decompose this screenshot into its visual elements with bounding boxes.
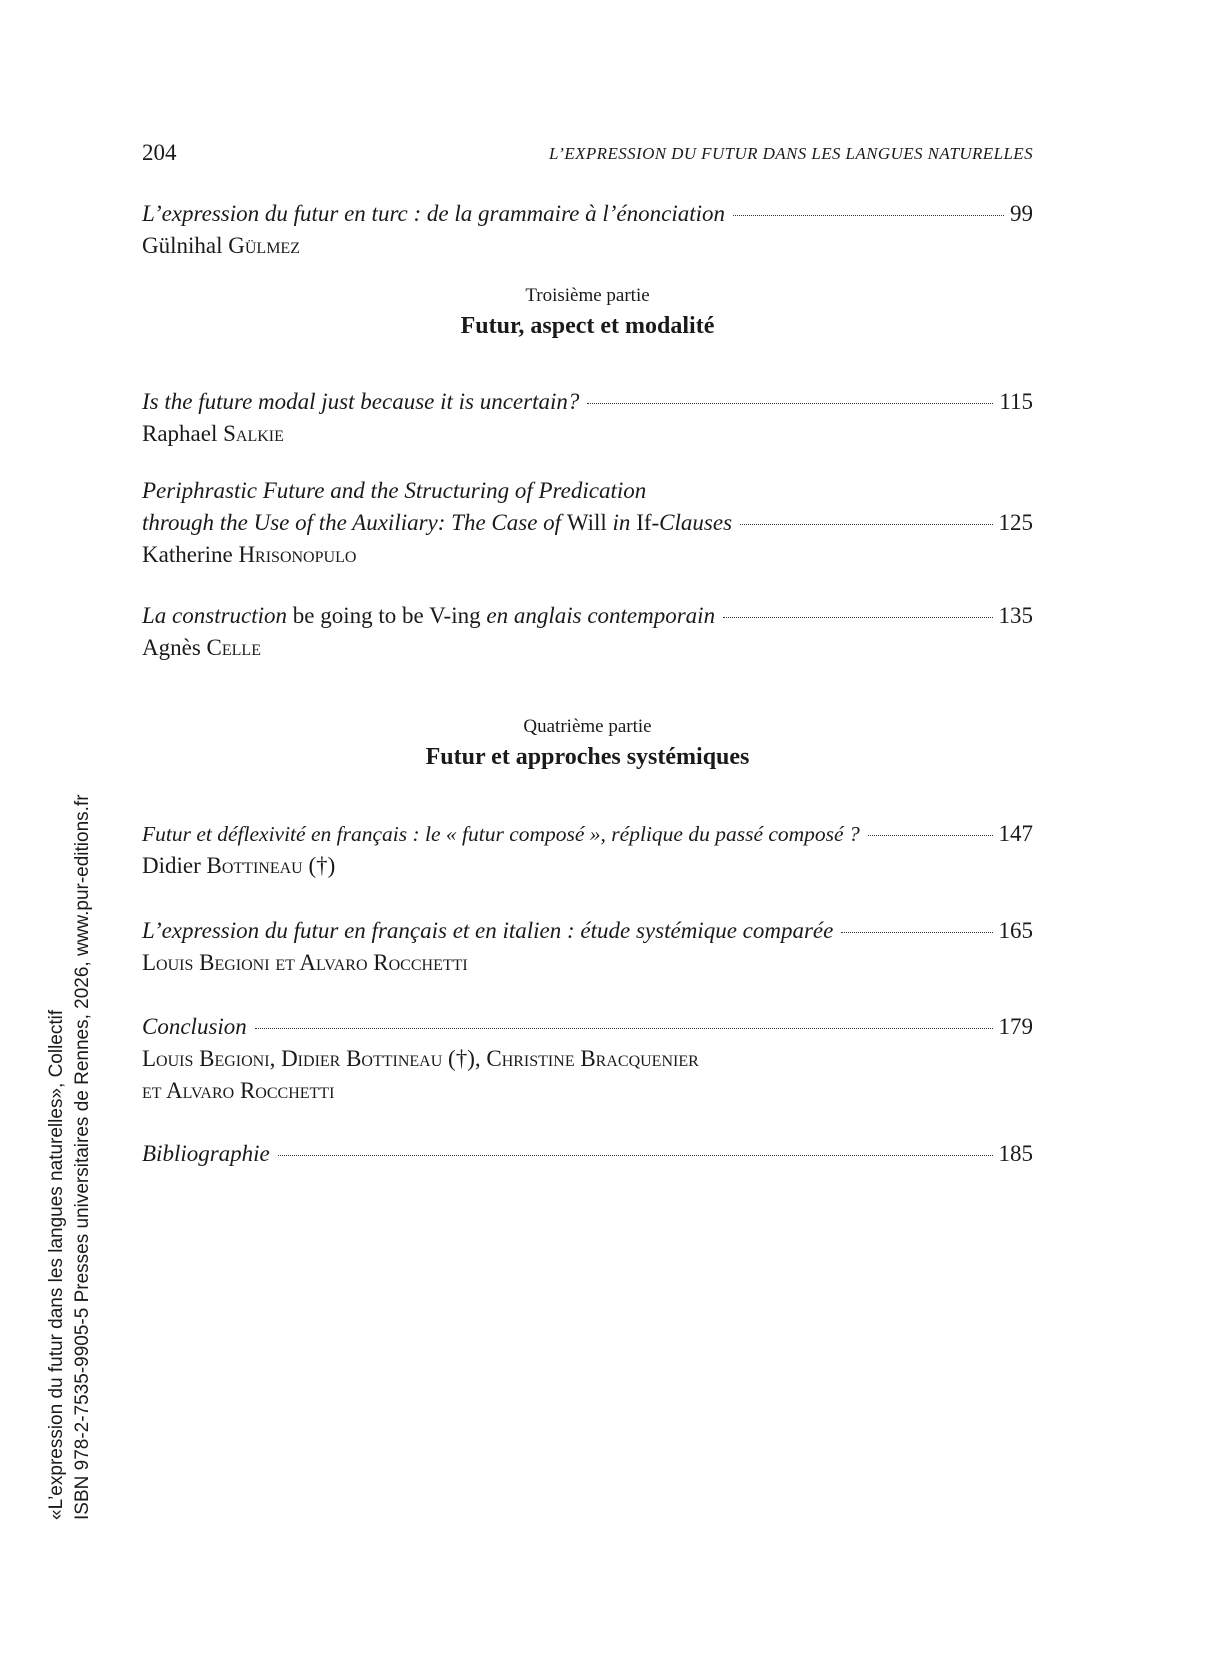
toc-page: 165 <box>998 918 1033 943</box>
toc-page: 99 <box>1010 201 1033 226</box>
toc-author: Gülnihal Gülmez <box>142 233 300 258</box>
part-label: Quatrième partie <box>523 716 652 737</box>
toc-page: 125 <box>998 510 1033 535</box>
toc-author: Louis Begioni et Alvaro Rocchetti <box>142 950 468 975</box>
toc-author: Louis Begioni, Didier Bottineau (†), Christine Bracquenier <box>142 1046 699 1071</box>
dot-leader <box>723 617 992 618</box>
copyright-sidebar <box>44 620 124 1520</box>
toc-entry <box>142 915 1033 979</box>
toc-title: Periphrastic Future and the Structuring of Predication <box>142 478 647 503</box>
toc-title: Is the future modal just because it is uncertain? <box>142 389 580 414</box>
toc-entry <box>142 386 1033 450</box>
toc-entry <box>142 1138 1033 1170</box>
toc-author: Agnès Celle <box>142 635 261 660</box>
part-heading <box>142 283 1033 343</box>
toc-title-line <box>142 600 1033 632</box>
sidebar-line: ISBN 978-2-7535-9905-5 Presses universitaires de Rennes, 2026, www.pur-editions.fr <box>72 794 93 1520</box>
page-number: 204 <box>142 140 177 165</box>
toc-entry <box>142 600 1033 664</box>
toc-title: through the Use of the Auxiliary: The Case of Will in If-Clauses <box>142 510 733 535</box>
toc-title: La construction be going to be V-ing en anglais contemporain <box>142 603 716 628</box>
toc-entry <box>142 475 1033 571</box>
toc-page: 135 <box>998 603 1033 628</box>
toc-title-line <box>142 1138 1033 1170</box>
dot-leader <box>587 403 993 404</box>
dot-leader <box>868 835 993 836</box>
toc-title-line <box>142 198 1033 230</box>
part-title: Futur, aspect et modalité <box>460 313 715 339</box>
toc-title-line <box>142 386 1033 418</box>
toc-title: L’expression du futur en français et en italien : étude systémique comparée <box>142 918 834 943</box>
toc-author: et Alvaro Rocchetti <box>142 1078 335 1103</box>
part-label: Troisième partie <box>525 285 650 306</box>
toc-title: Bibliographie <box>142 1141 270 1166</box>
toc-author: Raphael Salkie <box>142 421 284 446</box>
toc-author: Didier Bottineau (†) <box>142 853 336 878</box>
toc-page: 147 <box>998 821 1033 846</box>
toc-entry <box>142 198 1033 262</box>
toc-title-line <box>142 475 1033 507</box>
part-title: Futur et approches systémiques <box>425 744 750 770</box>
toc-title-line <box>142 915 1033 947</box>
dot-leader <box>278 1155 993 1156</box>
dot-leader <box>733 215 1004 216</box>
sidebar-line: «L’expression du futur dans les langues naturelles», Collectif <box>46 1009 67 1520</box>
toc-entry <box>142 818 1033 882</box>
running-title: L’EXPRESSION DU FUTUR DANS LES LANGUES NATURELLES <box>549 144 1033 163</box>
toc-title-line <box>142 818 1033 850</box>
part-heading <box>142 714 1033 774</box>
dot-leader <box>255 1028 993 1029</box>
page-header <box>142 138 1033 170</box>
toc-page: 185 <box>998 1141 1033 1166</box>
toc-page: 179 <box>998 1014 1033 1039</box>
toc-title-line <box>142 507 1033 539</box>
toc-author: Katherine Hrisonopulo <box>142 542 357 567</box>
toc-entry <box>142 1011 1033 1107</box>
toc-title-line <box>142 1011 1033 1043</box>
toc-title: L’expression du futur en turc : de la grammaire à l’énonciation <box>142 201 726 226</box>
toc-title: Futur et déflexivité en français : le « futur composé », réplique du passé composé ? <box>142 822 860 846</box>
dot-leader <box>841 932 992 933</box>
toc-page: 115 <box>999 389 1033 414</box>
toc-title: Conclusion <box>142 1014 247 1039</box>
dot-leader <box>740 524 992 525</box>
